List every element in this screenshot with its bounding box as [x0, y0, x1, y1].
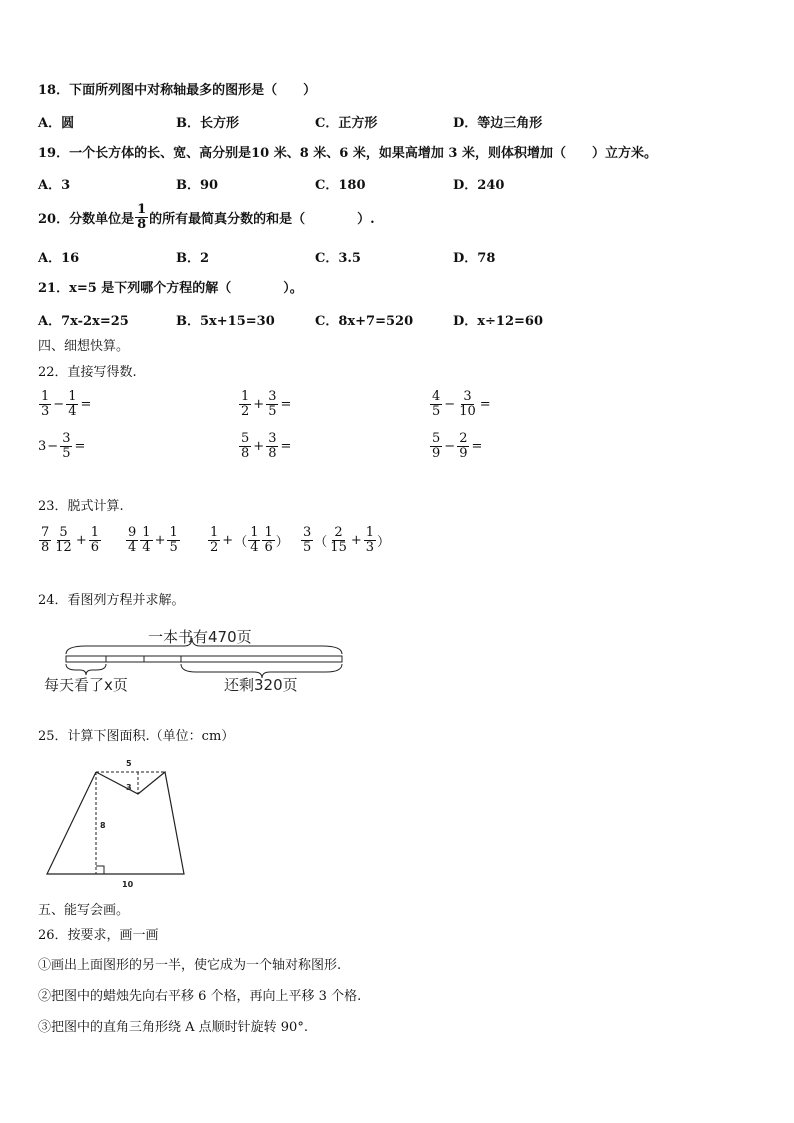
q22-expr-1: $\frac{1}{3}$ − $\frac{1}{4}$ = [41, 389, 92, 419]
q21-stem: 21．x=5 是下列哪个方程的解（ ）。 [38, 281, 303, 296]
q25-top-dim: 5 [126, 759, 132, 768]
q18-option-c: C．正方形 [315, 116, 378, 131]
q19-option-d: D．240 [453, 178, 505, 193]
q22-stem: 22．直接写得数. [38, 365, 137, 380]
q25-notch-dim: 3 [126, 783, 132, 792]
q19-option-a: A．3 [38, 178, 71, 193]
q18-option-d: D．等边三角形 [453, 116, 543, 131]
q26-stem: 26．按要求，画一画 [38, 928, 159, 943]
q23-stem: 23．脱式计算. [38, 499, 124, 514]
q24-left-label: 每天看了x页 [44, 676, 128, 694]
q19-stem: 19．一个长方体的长、宽、高分别是10 米、8 米、6 米，如果高增加 3 米，则体积增加（ ）立方米。 [38, 146, 657, 161]
q20-option-b: B．2 [176, 251, 210, 266]
q25-trapezoid-figure [38, 756, 198, 892]
q19-option-c: C．180 [315, 178, 366, 193]
q20-stem-before: 20．分数单位是 [38, 212, 135, 227]
q19-option-b: B．90 [176, 178, 219, 193]
q18-option-b: B．长方形 [176, 116, 239, 131]
q20-stem [38, 203, 375, 232]
section-4-heading: 四、细想快算。 [38, 339, 130, 354]
q20-option-c: C．3.5 [315, 251, 361, 266]
q23-expr-b: $\frac{9}{4}$ $\frac{1}{4}$ + $\frac{1}{5}$ [128, 525, 178, 555]
q21-option-c: C．8x+7=520 [315, 314, 414, 329]
q24-stem: 24．看图列方程并求解。 [38, 593, 185, 608]
q22-expr-3: $\frac{4}{5}$ − $\frac{3}{10}$ = [432, 389, 491, 419]
q21-option-d: D．x÷12=60 [453, 314, 543, 329]
q23-expr-c: $\frac{1}{2}$ + （ $\frac{1}{4}$ $\frac{1}{6}$ ） [210, 525, 289, 555]
q25-height-dim: 8 [100, 821, 106, 830]
q26-item-2: ②把图中的蜡烛先向右平移 6 个格，再向上平移 3 个格. [38, 989, 362, 1004]
q24-top-label: 一本书有470页 [148, 628, 252, 646]
q20-fraction: $\frac{1}{8}$ [137, 202, 147, 232]
section-5-heading: 五、能写会画。 [38, 903, 130, 918]
q20-option-d: D．78 [453, 251, 496, 266]
q22-expr-2: $\frac{1}{2}$ + $\frac{3}{5}$ = [241, 389, 292, 419]
q22-expr-5: $\frac{5}{8}$ + $\frac{3}{8}$ = [241, 431, 292, 461]
q25-base-dim: 10 [122, 880, 134, 889]
q22-expr-4: 3 − $\frac{3}{5}$ = [38, 431, 86, 461]
q22-expr-6: $\frac{5}{9}$ − $\frac{2}{9}$ = [432, 431, 483, 461]
q20-option-a: A．16 [38, 251, 80, 266]
q25-stem: 25．计算下图面积.（单位：cm） [38, 729, 235, 744]
q20-stem-after: 的所有最简真分数的和是（ ）. [149, 212, 375, 227]
q26-item-3: ③把图中的直角三角形绕 A 点顺时针旋转 90°. [38, 1020, 308, 1035]
q24-right-label: 还剩320页 [224, 676, 298, 694]
q24-line-diagram [36, 620, 356, 700]
q26-item-1: ①画出上面图形的另一半，使它成为一个轴对称图形. [38, 958, 342, 973]
q21-option-b: B．5x+15=30 [176, 314, 275, 329]
q18-option-a: A．圆 [38, 116, 75, 131]
q18-stem: 18．下面所列图中对称轴最多的图形是（ ） [38, 83, 317, 98]
q23-expr-d: $\frac{3}{5}$ （ $\frac{2}{15}$ + $\frac{1}{3}$ ） [303, 525, 391, 555]
q21-option-a: A．7x-2x=25 [38, 314, 129, 329]
q23-expr-a: $\frac{7}{8}$ $\frac{5}{12}$ + $\frac{1}{6}$ [41, 525, 100, 555]
